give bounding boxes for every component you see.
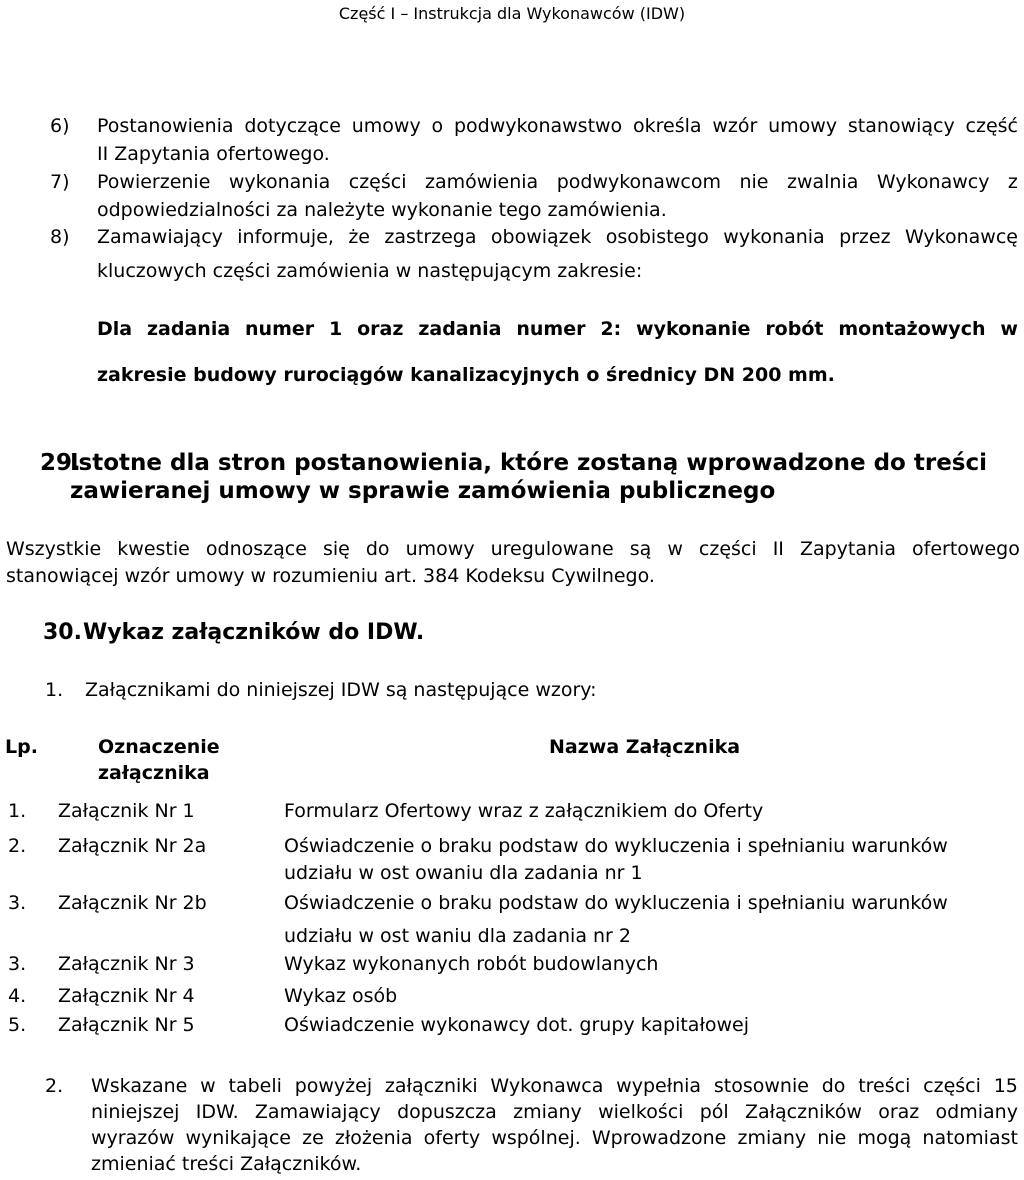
word: oraz	[878, 1101, 920, 1123]
word: informuje,	[237, 226, 334, 248]
word: do	[821, 1075, 846, 1097]
word: robót	[765, 318, 824, 340]
final-paragraph-line-4: zmieniać treści Załączników.	[91, 1153, 362, 1175]
word: Dla	[97, 318, 133, 340]
word: Wykonawcę	[904, 226, 1018, 248]
item-6-line-2: II Zapytania ofertowego.	[97, 143, 330, 165]
final-paragraph-line-1	[91, 1075, 1018, 1097]
word: oraz	[357, 318, 404, 340]
word: nie	[817, 1127, 847, 1149]
word: wypełnia	[616, 1075, 702, 1097]
word: wykonania	[723, 226, 825, 248]
word: w	[667, 538, 683, 560]
word: umowy	[351, 115, 421, 137]
item-number: 8)	[50, 226, 70, 248]
word: z	[1007, 171, 1018, 193]
word: wspólnej.	[491, 1127, 581, 1149]
word: mogą	[857, 1127, 912, 1149]
table-cell-name: Oświadczenie wykonawcy dot. grupy kapitałowej	[284, 1014, 749, 1036]
word: części	[348, 171, 407, 193]
word: montażowych	[838, 318, 986, 340]
word: osobistego	[605, 226, 709, 248]
word: Zapytania	[799, 538, 896, 560]
word: kwestie	[117, 538, 190, 560]
word: Postanowienia	[97, 115, 234, 137]
word: ze	[302, 1127, 324, 1149]
table-cell-name: Formularz Ofertowy wraz z załącznikiem do Oferty	[284, 800, 764, 822]
item-number: 7)	[50, 171, 70, 193]
word: natomiast	[922, 1127, 1018, 1149]
word: zwalnia	[786, 171, 859, 193]
item-7-line-1	[97, 171, 1018, 193]
word: pól	[699, 1101, 729, 1123]
word: numer	[516, 318, 586, 340]
table-cell-name: Oświadczenie o braku podstaw do wykluczenia i spełnianiu warunków	[284, 835, 948, 857]
table-cell-lp: 5.	[8, 1014, 27, 1036]
word: Powierzenie	[97, 171, 211, 193]
word: 15	[993, 1075, 1018, 1097]
word: 2:	[600, 318, 622, 340]
intro-text: Załącznikami do niniejszej IDW są następujące wzory:	[85, 679, 597, 701]
section-29-number: 29.	[40, 450, 81, 476]
final-number: 2.	[45, 1075, 64, 1097]
word: Załączników	[744, 1101, 862, 1123]
word: zastrzega	[384, 226, 477, 248]
word: Wprowadzone	[591, 1127, 727, 1149]
table-header-code-line-1: Oznaczenie	[98, 736, 220, 758]
word: są	[629, 538, 652, 560]
table-cell-name-continued: udziału w ost waniu dla zadania nr 2	[284, 925, 631, 947]
word: części	[923, 1075, 981, 1097]
item-8-line-2: kluczowych części zamówienia w następującym zakresie:	[97, 260, 643, 282]
word: wyrazów	[91, 1127, 175, 1149]
word: obowiązek	[490, 226, 592, 248]
table-header-lp: Lp.	[5, 736, 38, 758]
item-7-line-2: odpowiedzialności za należyte wykonanie tego zamówienia.	[97, 199, 667, 221]
final-paragraph-line-3	[91, 1127, 1018, 1149]
word: Wykonawca	[490, 1075, 604, 1097]
word: zadania	[146, 318, 231, 340]
word: złożenia	[334, 1127, 413, 1149]
word: stosownie	[713, 1075, 809, 1097]
word: wzór	[712, 115, 758, 137]
word: dopuszcza	[397, 1101, 497, 1123]
table-cell-lp: 1.	[8, 800, 27, 822]
word: części	[698, 538, 757, 560]
word: Wykonawcy	[876, 171, 990, 193]
word: numer	[245, 318, 315, 340]
word: odmiany	[935, 1101, 1018, 1123]
word: zadania	[418, 318, 502, 340]
word: załączniki	[384, 1075, 478, 1097]
word: umowy	[768, 115, 838, 137]
item-8-line-1	[97, 226, 1018, 248]
item-number: 6)	[50, 115, 70, 137]
table-cell-name: Wykaz osób	[284, 985, 398, 1007]
word: nie	[739, 171, 769, 193]
word: że	[348, 226, 370, 248]
section-30-title: Wykaz załączników do IDW.	[83, 620, 425, 645]
table-cell-lp: 3.	[8, 892, 27, 914]
table-cell-code: Załącznik Nr 3	[58, 953, 195, 975]
word: uregulowane	[490, 538, 614, 560]
page-header: Część I – Instrukcja dla Wykonawców (IDW)	[338, 4, 686, 23]
table-cell-lp: 2.	[8, 835, 27, 857]
word: się	[322, 538, 350, 560]
word: o	[431, 115, 444, 137]
table-cell-name-continued: udziału w ost owaniu dla zadania nr 1	[284, 862, 643, 884]
word: dotyczące	[244, 115, 341, 137]
word: w	[1000, 318, 1018, 340]
intro-number: 1.	[45, 679, 64, 701]
word: podwykonawstwo	[453, 115, 623, 137]
section-29-title-line-1: Istotne dla stron postanowienia, które zostaną wprowadzone do treści	[70, 450, 988, 476]
word: treści	[858, 1075, 911, 1097]
word: zamówienia	[424, 171, 539, 193]
word: wykonanie	[636, 318, 751, 340]
word: zmiany	[513, 1101, 582, 1123]
bold-block-line-2: zakresie budowy rurociągów kanalizacyjnych o średnicy DN 200 mm.	[97, 364, 835, 386]
word: zmiany	[737, 1127, 807, 1149]
table-cell-lp: 4.	[8, 985, 27, 1007]
word: 1	[329, 318, 343, 340]
word: niniejszej	[91, 1101, 180, 1123]
word: do	[365, 538, 390, 560]
table-cell-lp: 3.	[8, 953, 27, 975]
word: podwykonawcom	[556, 171, 721, 193]
word: przez	[839, 226, 891, 248]
word: Wskazane	[91, 1075, 188, 1097]
word: Zamawiający	[254, 1101, 381, 1123]
final-paragraph-line-2	[91, 1101, 1018, 1123]
section-29-paragraph-line-2: stanowiącej wzór umowy w rozumieniu art. 384 Kodeksu Cywilnego.	[6, 565, 655, 587]
word: odnoszące	[205, 538, 307, 560]
word: umowy	[405, 538, 475, 560]
word: stanowiący	[847, 115, 955, 137]
word: wynikające	[185, 1127, 291, 1149]
word: powyżej	[294, 1075, 373, 1097]
word: oferty	[423, 1127, 481, 1149]
section-30-number: 30.	[43, 620, 82, 645]
table-header-name: Nazwa Załącznika	[549, 736, 741, 758]
word: ofertowego	[912, 538, 1020, 560]
table-cell-code: Załącznik Nr 5	[58, 1014, 195, 1036]
word: w	[200, 1075, 216, 1097]
word: określa	[633, 115, 702, 137]
word: Wszystkie	[6, 538, 102, 560]
word: IDW.	[195, 1101, 239, 1123]
table-cell-code: Załącznik Nr 2b	[58, 892, 207, 914]
word: wykonania	[228, 171, 331, 193]
section-29-title-line-2: zawieranej umowy w sprawie zamówienia publicznego	[70, 478, 776, 504]
word: część	[965, 115, 1018, 137]
item-6-line-1	[97, 115, 1018, 137]
word: wielkości	[598, 1101, 684, 1123]
bold-block-line-1	[97, 318, 1018, 340]
word: tabeli	[228, 1075, 282, 1097]
table-cell-code: Załącznik Nr 2a	[58, 835, 207, 857]
word: Zamawiający	[97, 226, 223, 248]
table-cell-code: Załącznik Nr 1	[58, 800, 195, 822]
word: II	[772, 538, 784, 560]
section-29-paragraph-line-1	[6, 538, 1020, 560]
table-cell-name: Wykaz wykonanych robót budowlanych	[284, 953, 659, 975]
table-header-code-line-2: załącznika	[98, 762, 210, 784]
table-cell-name: Oświadczenie o braku podstaw do wykluczenia i spełnianiu warunków	[284, 892, 948, 914]
table-cell-code: Załącznik Nr 4	[58, 985, 195, 1007]
